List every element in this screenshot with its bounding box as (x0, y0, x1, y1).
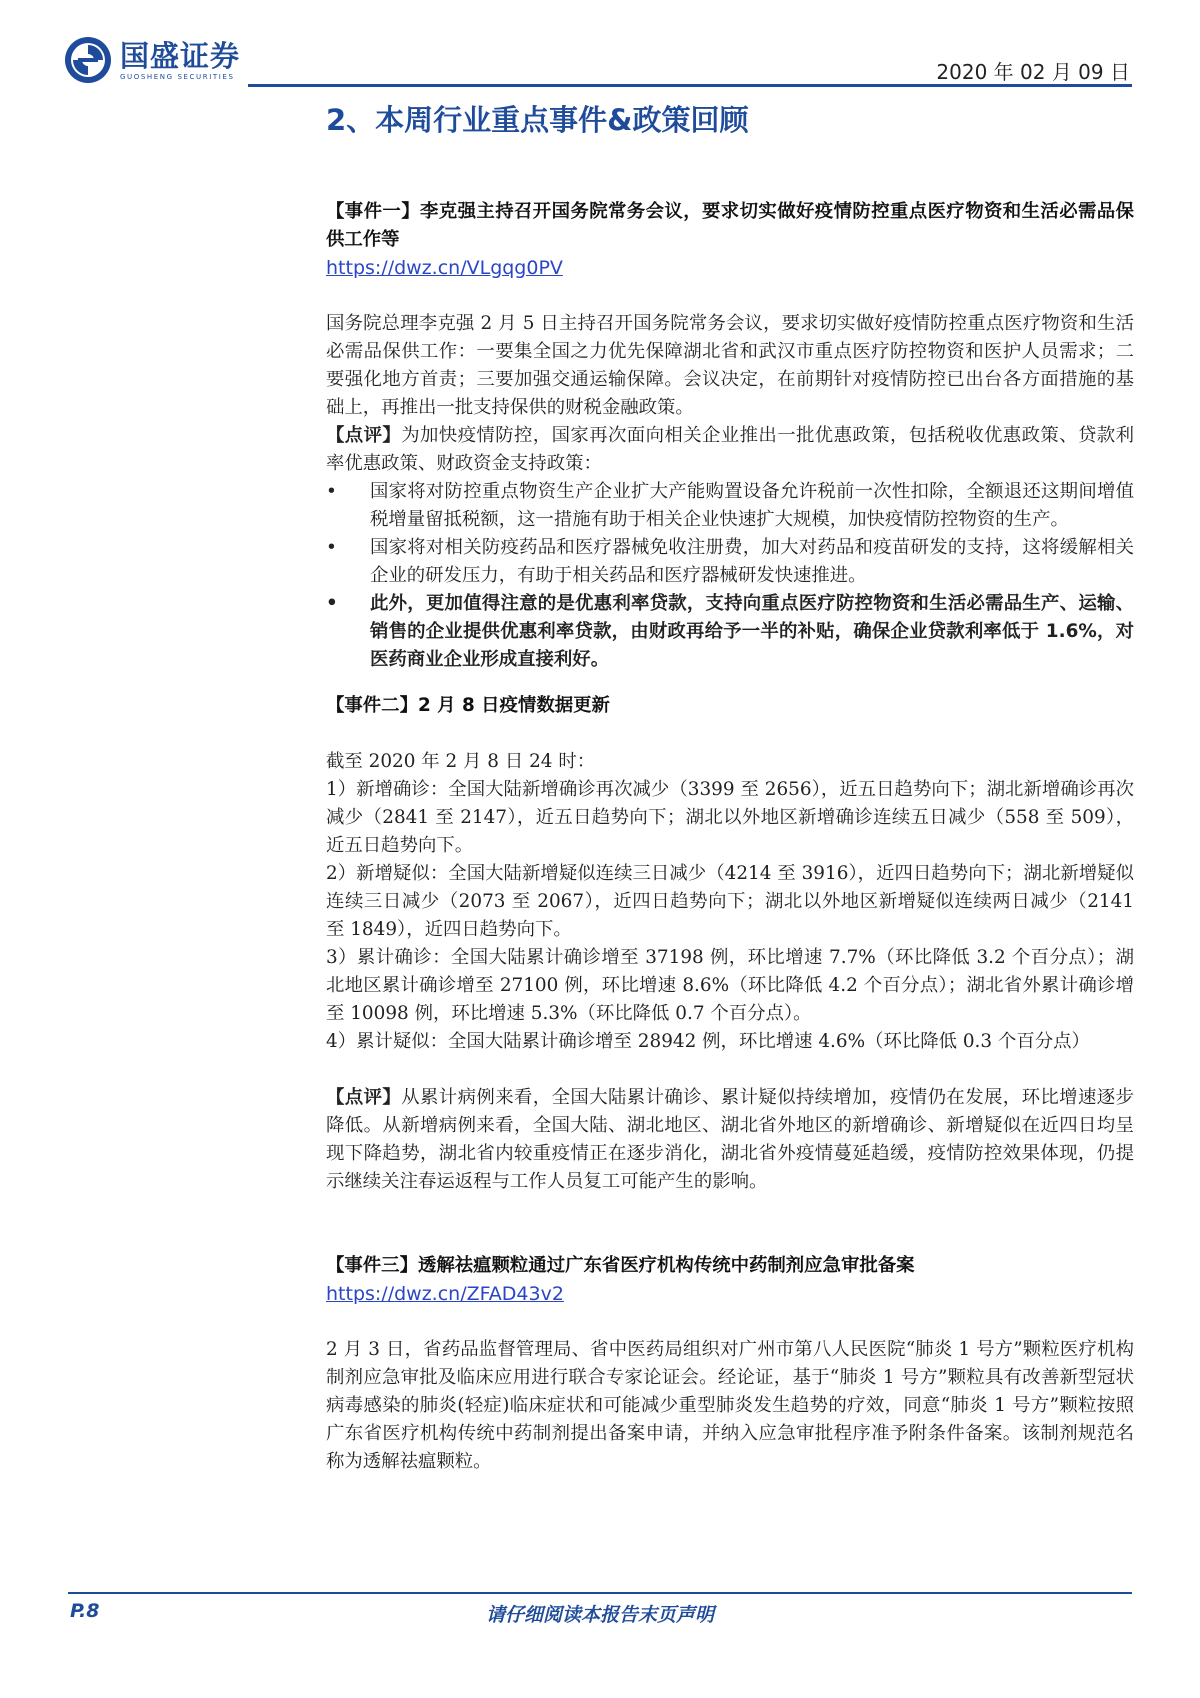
brand-logo (64, 36, 240, 84)
bullet-icon: • (326, 481, 337, 502)
event2-item-4: 4）累计疑似：全国大陆累计确诊增至 28942 例，环比增速 4.6%（环比降低 0.3 个百分点） (326, 1031, 1090, 1052)
event2-comment-text: 从累计病例来看，全国大陆累计确诊、累计疑似持续增加，疫情仍在发展，环比增速逐步降低。从新增病例来看，全国大陆、湖北地区、湖北省外地区的新增确诊、新增疑似在近四日均呈现下降趋势，湖北省内较重疫情正在逐步消化，湖北省外疫情蔓延趋缓，疫情防控效果体现，仍提示继续关注春运返程与工作人员复工可能产生的影响。 (326, 1087, 1134, 1192)
list-item: • 国家将对相关防疫药品和医疗器械免收注册费，加大对药品和疫苗研发的支持，这将缓解相关企业的研发压力，有助于相关药品和医疗器械研发快速推进。 (326, 534, 1134, 590)
event1-link[interactable]: https://dwz.cn/VLgqg0PV (326, 257, 563, 279)
event1-comment-label: 【点评】 (326, 425, 402, 446)
event1-body: 国务院总理李克强 2 月 5 日主持召开国务院常务会议，要求切实做好疫情防控重点医疗物资和生活必需品保供工作：一要集全国之力优先保障湖北省和武汉市重点医疗防控物资和医护人员需求；二要强化地方首责；三要加强交通运输保障。会议决定，在前期针对疫情防控已出台各方面措施的基础上，再推出一批支持保供的财税金融政策。 (326, 313, 1134, 418)
main-content (326, 198, 1134, 1476)
event1-comment (326, 422, 1134, 478)
header-divider (248, 84, 1132, 87)
list-item: • 国家将对防控重点物资生产企业扩大产能购置设备允许税前一次性扣除，全额退还这期间增值税增量留抵税额，这一措施有助于相关企业快速扩大规模，加快疫情防控物资的生产。 (326, 478, 1134, 534)
event3-body: 2 月 3 日，省药品监督管理局、省中医药局组织对广州市第八人民医院“肺炎 1 号方”颗粒医疗机构制剂应急审批及临床应用进行联合专家论证会。经论证，基于“肺炎 1 号方”颗粒具有改善新型冠状病毒感染的肺炎(轻症)临床症状和可能减少重型肺炎发生趋势的疗效，同意“肺炎 1 号方”颗粒按照广东省医疗机构传统中药制剂提出备案申请，并纳入应急审批程序准予附条件备案。该制剂规范名称为透解祛瘟颗粒。 (326, 1339, 1134, 1472)
event3-title: 【事件三】透解祛瘟颗粒通过广东省医疗机构传统中药制剂应急审批备案 (326, 1255, 915, 1276)
guosheng-logo-icon (64, 36, 112, 84)
bullet-icon: • (326, 593, 338, 614)
section-title: 2、本周行业重点事件&政策回顾 (326, 103, 749, 137)
event1-bullet-list (326, 478, 1134, 674)
report-date: 2020 年 02 月 09 日 (936, 60, 1130, 84)
event2-comment (326, 1084, 1134, 1196)
page-header (0, 0, 1200, 90)
brand-name-en: GUOSHENG SECURITIES (120, 72, 235, 81)
event1-title: 【事件一】李克强主持召开国务院常务会议，要求切实做好疫情防控重点医疗物资和生活必需品保供工作等 (326, 201, 1134, 250)
event2-title: 【事件二】2 月 8 日疫情数据更新 (326, 695, 610, 716)
event2-intro: 截至 2020 年 2 月 8 日 24 时： (326, 751, 596, 772)
event1-comment-text: 为加快疫情防控，国家再次面向相关企业推出一批优惠政策，包括税收优惠政策、贷款利率优惠政策、财政资金支持政策： (326, 425, 1134, 474)
event3-link[interactable]: https://dwz.cn/ZFAD43v2 (326, 1283, 564, 1305)
bullet-icon: • (326, 537, 337, 558)
page-number: P.8 (70, 1600, 100, 1622)
event2-item-3: 3）累计确诊：全国大陆累计确诊增至 37198 例，环比增速 7.7%（环比降低 3.2 个百分点）；湖北地区累计确诊增至 27100 例，环比增速 8.6%（环比降低 4.2 个百分点）；湖北省外累计确诊增至 10098 例，环比增速 5.3%（环比降低 0.7 个百分点）。 (326, 947, 1134, 1024)
event2-item-2: 2）新增疑似：全国大陆新增疑似连续三日减少（4214 至 3916），近四日趋势向下；湖北新增疑似连续三日减少（2073 至 2067），近四日趋势向下；湖北以外地区新增疑似连续两日减少（2141 至 1849），近四日趋势向下。 (326, 863, 1134, 940)
event2-comment-label: 【点评】 (326, 1087, 402, 1108)
brand-name-cn: 国盛证券 (120, 38, 241, 73)
disclaimer-note: 请仔细阅读本报告末页声明 (485, 1604, 714, 1626)
event2-item-1: 1）新增确诊：全国大陆新增确诊再次减少（3399 至 2656），近五日趋势向下；湖北新增确诊再次减少（2841 至 2147），近五日趋势向下；湖北以外地区新增确诊连续五日减少（558 至 509），近五日趋势向下。 (326, 779, 1134, 856)
list-item: • 此外，更加值得注意的是优惠利率贷款，支持向重点医疗防控物资和生活必需品生产、运输、销售的企业提供优惠利率贷款，由财政再给予一半的补贴，确保企业贷款利率低于 1.6%，对医药商业企业形成直接利好。 (326, 590, 1134, 674)
footer-divider (68, 1592, 1132, 1594)
